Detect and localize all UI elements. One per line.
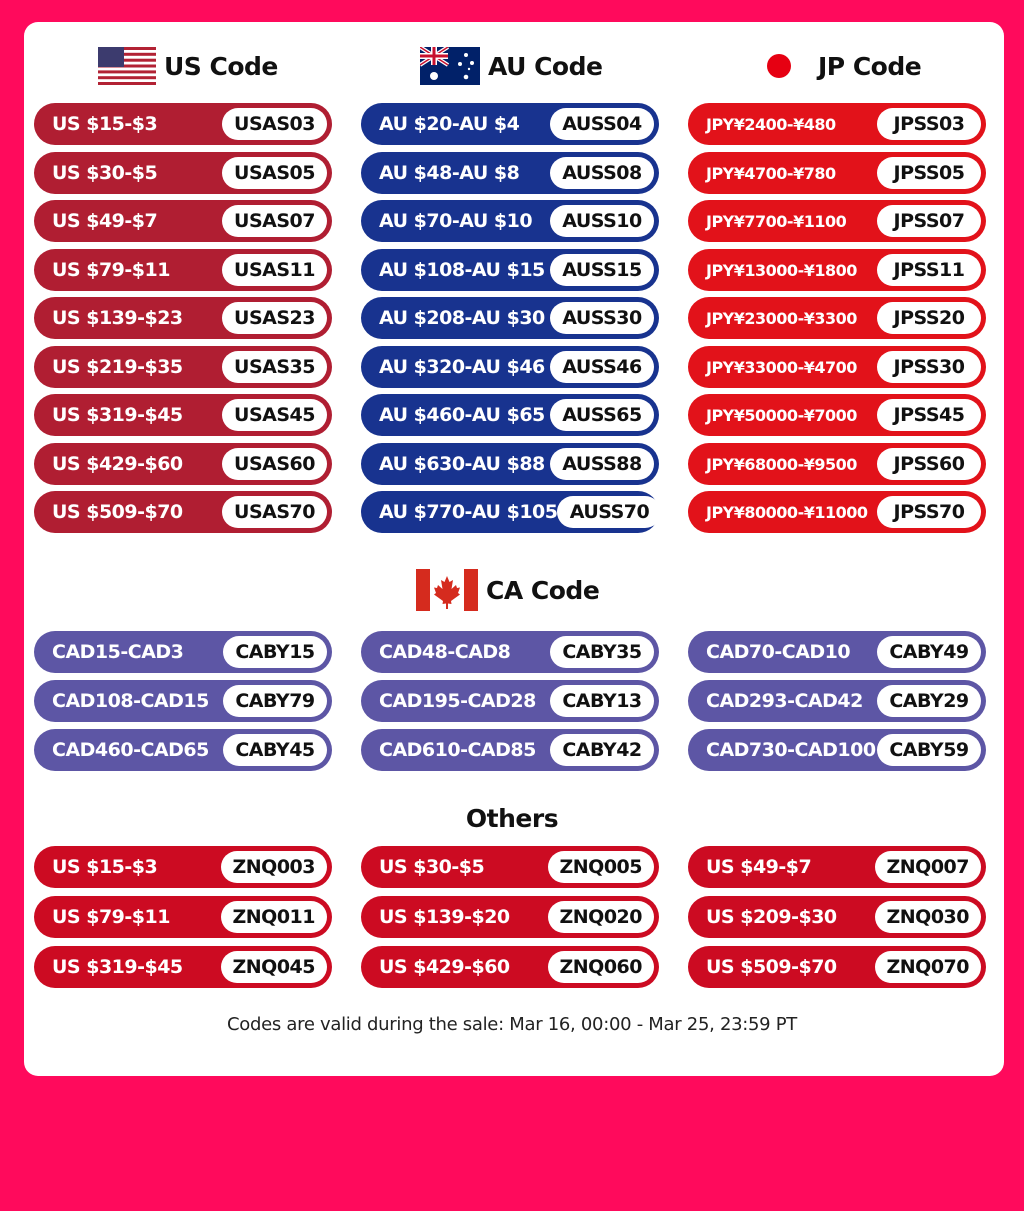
coupon-code[interactable]: AUSS10 xyxy=(550,205,654,237)
coupon-code[interactable]: ZNQ045 xyxy=(221,951,328,983)
others-coupon-pill[interactable] xyxy=(688,846,986,888)
coupon-code[interactable]: USAS07 xyxy=(222,205,327,237)
ca-coupon-pill[interactable] xyxy=(688,680,986,722)
coupon-code[interactable]: JPSS11 xyxy=(877,254,981,286)
price-range-label: JPY¥33000-¥4700 xyxy=(706,357,857,377)
us-coupon-pill[interactable] xyxy=(34,394,332,436)
au-code-title: AU Code xyxy=(488,51,603,81)
price-range-label: US $139-$20 xyxy=(379,906,510,928)
price-range-label: US $139-$23 xyxy=(52,307,183,329)
us-coupon-pill[interactable] xyxy=(34,297,332,339)
price-range-label: JPY¥23000-¥3300 xyxy=(706,308,857,328)
price-range-label: US $79-$11 xyxy=(52,259,170,281)
ca-coupon-pill[interactable] xyxy=(361,680,659,722)
au-code-header xyxy=(420,44,602,88)
jp-coupon-pill[interactable] xyxy=(688,152,986,194)
jp-coupon-pill[interactable] xyxy=(688,249,986,291)
jp-coupon-pill[interactable] xyxy=(688,103,986,145)
coupon-code[interactable]: USAS60 xyxy=(222,448,327,480)
others-coupon-pill[interactable] xyxy=(34,846,332,888)
jp-coupon-pill[interactable] xyxy=(688,297,986,339)
ca-code-header xyxy=(416,568,599,612)
au-coupon-pill[interactable] xyxy=(361,443,659,485)
others-coupon-pill[interactable] xyxy=(361,846,659,888)
coupon-code[interactable]: AUSS30 xyxy=(550,302,654,334)
au-flag-icon xyxy=(420,47,480,85)
price-range-label: AU $48-AU $8 xyxy=(379,162,520,184)
price-range-label: AU $108-AU $15 xyxy=(379,259,545,281)
jp-coupon-pill[interactable] xyxy=(688,443,986,485)
coupon-code[interactable]: JPSS03 xyxy=(877,108,981,140)
others-title: Others xyxy=(465,803,559,833)
coupon-code[interactable]: JPSS45 xyxy=(877,399,981,431)
price-range-label: AU $208-AU $30 xyxy=(379,307,545,329)
price-range-label: CAD70-CAD10 xyxy=(706,641,851,663)
jp-coupon-pill[interactable] xyxy=(688,346,986,388)
us-coupon-pill[interactable] xyxy=(34,200,332,242)
others-coupon-pill[interactable] xyxy=(688,946,986,988)
price-range-label: CAD195-CAD28 xyxy=(379,690,536,712)
price-range-label: US $509-$70 xyxy=(52,501,183,523)
us-coupon-pill[interactable] xyxy=(34,103,332,145)
us-flag-icon xyxy=(98,47,156,85)
coupon-code[interactable]: ZNQ020 xyxy=(548,901,655,933)
price-range-label: US $429-$60 xyxy=(379,956,510,978)
ca-flag-icon xyxy=(416,569,478,611)
ca-code-title: CA Code xyxy=(486,575,600,605)
ca-coupon-pill[interactable] xyxy=(688,631,986,673)
coupon-code[interactable]: CABY45 xyxy=(223,734,327,766)
au-coupon-pill[interactable] xyxy=(361,249,659,291)
coupon-code[interactable]: ZNQ011 xyxy=(221,901,328,933)
others-coupon-pill[interactable] xyxy=(688,896,986,938)
coupon-code[interactable]: AUSS88 xyxy=(550,448,654,480)
price-range-label: AU $20-AU $4 xyxy=(379,113,520,135)
jp-coupon-pill[interactable] xyxy=(688,491,986,533)
others-coupon-pill[interactable] xyxy=(34,946,332,988)
price-range-label: US $509-$70 xyxy=(706,956,837,978)
price-range-label: AU $770-AU $105 xyxy=(379,501,558,523)
coupon-code[interactable]: AUSS46 xyxy=(550,351,654,383)
coupon-code[interactable]: JPSS05 xyxy=(877,157,981,189)
coupon-code[interactable]: USAS45 xyxy=(222,399,327,431)
coupon-code[interactable]: ZNQ030 xyxy=(875,901,982,933)
jp-coupon-pill[interactable] xyxy=(688,200,986,242)
coupon-code[interactable]: AUSS04 xyxy=(550,108,654,140)
au-coupon-pill[interactable] xyxy=(361,103,659,145)
coupon-code[interactable]: CABY42 xyxy=(550,734,654,766)
ca-coupon-pill[interactable] xyxy=(361,631,659,673)
us-coupon-pill[interactable] xyxy=(34,152,332,194)
price-range-label: US $49-$7 xyxy=(52,210,158,232)
jp-code-header xyxy=(766,44,921,88)
price-range-label: AU $320-AU $46 xyxy=(379,356,545,378)
ca-coupon-pill[interactable] xyxy=(34,680,332,722)
price-range-label: US $79-$11 xyxy=(52,906,170,928)
price-range-label: US $319-$45 xyxy=(52,956,183,978)
others-coupon-pill[interactable] xyxy=(34,896,332,938)
price-range-label: JPY¥80000-¥11000 xyxy=(706,502,868,522)
coupon-code[interactable]: AUSS15 xyxy=(550,254,654,286)
coupon-code[interactable]: USAS05 xyxy=(222,157,327,189)
price-range-label: JPY¥13000-¥1800 xyxy=(706,260,857,280)
ca-coupon-pill[interactable] xyxy=(34,631,332,673)
ca-coupon-pill[interactable] xyxy=(688,729,986,771)
coupon-code[interactable]: CABY49 xyxy=(877,636,981,668)
coupon-code[interactable]: JPSS60 xyxy=(877,448,981,480)
coupon-code[interactable]: JPSS70 xyxy=(877,496,981,528)
coupon-code[interactable]: JPSS07 xyxy=(877,205,981,237)
price-range-label: CAD293-CAD42 xyxy=(706,690,863,712)
coupon-code[interactable]: CABY79 xyxy=(223,685,327,717)
coupon-code[interactable]: USAS35 xyxy=(222,351,327,383)
coupon-code[interactable]: AUSS70 xyxy=(557,496,661,528)
price-range-label: US $30-$5 xyxy=(379,856,485,878)
coupon-code[interactable]: USAS03 xyxy=(222,108,327,140)
au-coupon-pill[interactable] xyxy=(361,200,659,242)
au-coupon-pill[interactable] xyxy=(361,297,659,339)
au-coupon-pill[interactable] xyxy=(361,346,659,388)
coupon-code[interactable]: AUSS08 xyxy=(550,157,654,189)
us-coupon-pill[interactable] xyxy=(34,249,332,291)
coupon-code[interactable]: USAS11 xyxy=(222,254,327,286)
price-range-label: JPY¥4700-¥780 xyxy=(706,163,836,183)
coupon-code[interactable]: ZNQ005 xyxy=(548,851,655,883)
us-code-header xyxy=(98,44,278,88)
us-coupon-pill[interactable] xyxy=(34,346,332,388)
ca-coupon-pill[interactable] xyxy=(34,729,332,771)
price-range-label: US $49-$7 xyxy=(706,856,812,878)
price-range-label: JPY¥7700-¥1100 xyxy=(706,211,847,231)
coupon-code[interactable]: USAS23 xyxy=(222,302,327,334)
price-range-label: US $209-$30 xyxy=(706,906,837,928)
coupon-code[interactable]: CABY15 xyxy=(223,636,327,668)
price-range-label: JPY¥68000-¥9500 xyxy=(706,454,857,474)
coupon-code[interactable]: JPSS30 xyxy=(877,351,981,383)
au-coupon-pill[interactable] xyxy=(361,394,659,436)
coupon-code[interactable]: CABY35 xyxy=(550,636,654,668)
au-coupon-pill[interactable] xyxy=(361,152,659,194)
price-range-label: CAD15-CAD3 xyxy=(52,641,184,663)
coupon-code[interactable]: CABY59 xyxy=(877,734,981,766)
coupon-code[interactable]: ZNQ007 xyxy=(875,851,982,883)
validity-footnote: Codes are valid during the sale: Mar 16, 00:00 - Mar 25, 23:59 PT xyxy=(227,1014,797,1035)
au-coupon-pill[interactable] xyxy=(361,491,659,533)
price-range-label: US $219-$35 xyxy=(52,356,183,378)
us-coupon-pill[interactable] xyxy=(34,491,332,533)
price-range-label: US $30-$5 xyxy=(52,162,158,184)
coupon-code[interactable]: CABY29 xyxy=(877,685,981,717)
coupon-code[interactable]: CABY13 xyxy=(550,685,654,717)
coupon-code[interactable]: AUSS65 xyxy=(550,399,654,431)
coupon-code[interactable]: ZNQ003 xyxy=(221,851,328,883)
us-coupon-pill[interactable] xyxy=(34,443,332,485)
price-range-label: US $15-$3 xyxy=(52,113,158,135)
price-range-label: CAD48-CAD8 xyxy=(379,641,511,663)
coupon-code[interactable]: JPSS20 xyxy=(877,302,981,334)
price-range-label: AU $70-AU $10 xyxy=(379,210,533,232)
coupon-code[interactable]: ZNQ060 xyxy=(548,951,655,983)
others-coupon-pill[interactable] xyxy=(361,946,659,988)
others-header xyxy=(0,796,1024,840)
jp-flag-icon xyxy=(766,53,792,79)
price-range-label: US $15-$3 xyxy=(52,856,158,878)
price-range-label: US $319-$45 xyxy=(52,404,183,426)
price-range-label: AU $630-AU $88 xyxy=(379,453,545,475)
jp-coupon-pill[interactable] xyxy=(688,394,986,436)
price-range-label: JPY¥50000-¥7000 xyxy=(706,405,857,425)
us-code-title: US Code xyxy=(164,51,278,81)
ca-coupon-pill[interactable] xyxy=(361,729,659,771)
price-range-label: JPY¥2400-¥480 xyxy=(706,114,836,134)
coupon-code[interactable]: ZNQ070 xyxy=(875,951,982,983)
price-range-label: CAD730-CAD100 xyxy=(706,739,876,761)
price-range-label: AU $460-AU $65 xyxy=(379,404,545,426)
price-range-label: CAD610-CAD85 xyxy=(379,739,536,761)
price-range-label: CAD460-CAD65 xyxy=(52,739,209,761)
price-range-label: US $429-$60 xyxy=(52,453,183,475)
jp-code-title: JP Code xyxy=(818,51,922,81)
others-coupon-pill[interactable] xyxy=(361,896,659,938)
coupon-code[interactable]: USAS70 xyxy=(222,496,327,528)
price-range-label: CAD108-CAD15 xyxy=(52,690,209,712)
